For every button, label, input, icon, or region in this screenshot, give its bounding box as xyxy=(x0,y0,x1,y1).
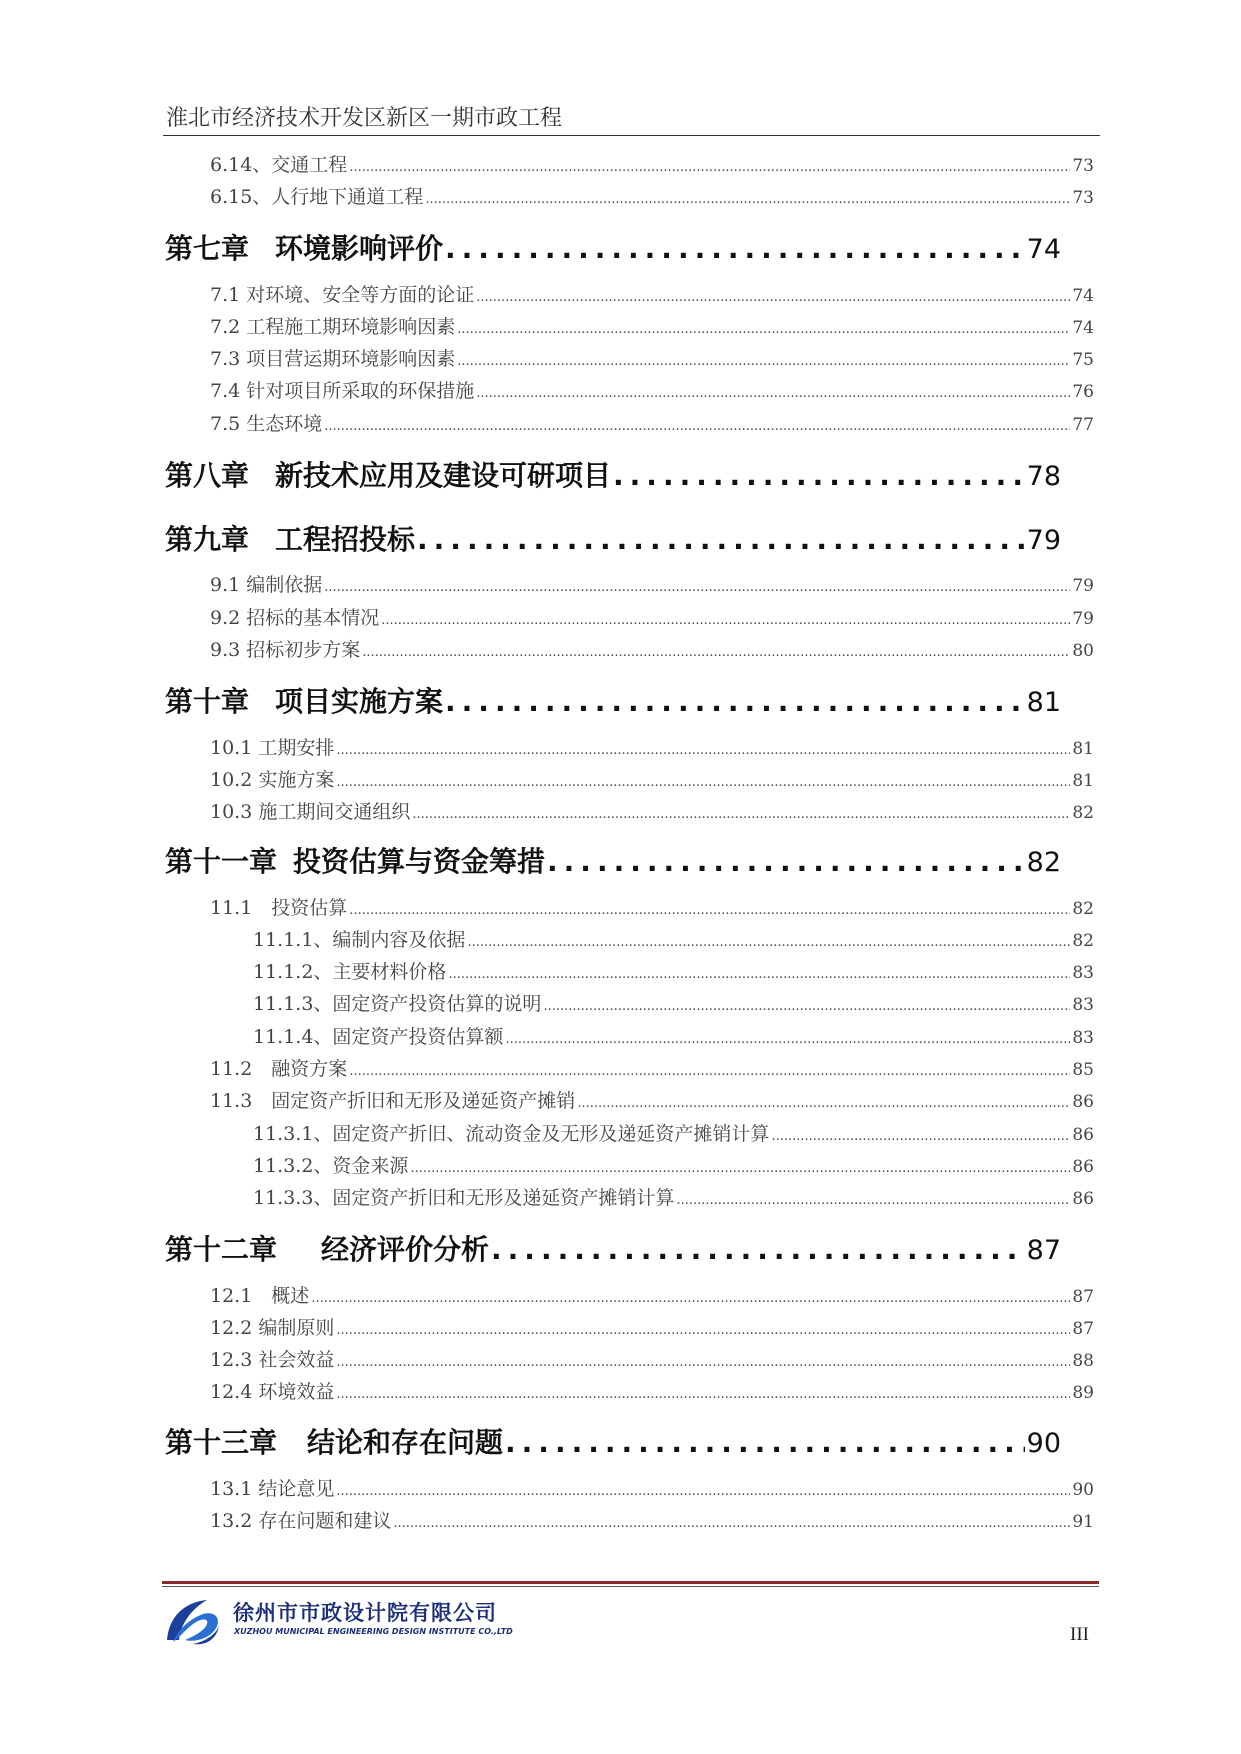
company-name-en: XUZHOU MUNICIPAL ENGINEERING DESIGN INSTITUTE CO.,LTD xyxy=(234,1627,513,1636)
toc-chapter-page: 78 xyxy=(1026,461,1061,492)
toc-entry-page: 86 xyxy=(1072,1092,1094,1112)
toc-chapter-page: 74 xyxy=(1026,234,1061,265)
toc-chapter-title: 环境影响评价 xyxy=(275,232,444,265)
toc-entry-label: 7.2 工程施工期环境影响因素 xyxy=(210,316,456,338)
toc-chapter-10[interactable] xyxy=(165,680,1061,720)
toc-entry-7-3[interactable] xyxy=(210,344,1094,370)
toc-entry-page: 89 xyxy=(1072,1383,1094,1403)
toc-entry-label: 10.2 实施方案 xyxy=(210,769,335,791)
toc-entry-page: 86 xyxy=(1072,1189,1094,1209)
toc-entry-page: 88 xyxy=(1072,1351,1094,1371)
toc-entry-page: 74 xyxy=(1072,286,1094,306)
toc-chapter-number: 第十一章 xyxy=(165,845,278,878)
toc-leader-dots xyxy=(311,1285,1070,1307)
toc-entry-label: 12.4 环境效益 xyxy=(210,1381,335,1403)
toc-entry-page: 83 xyxy=(1072,963,1094,983)
toc-chapter-page: 81 xyxy=(1026,687,1061,718)
toc-leader-dots xyxy=(491,1233,1025,1266)
toc-entry-label: 9.1 编制依据 xyxy=(210,574,323,596)
toc-leader-dots xyxy=(505,1026,1070,1048)
toc-entry-10-3[interactable] xyxy=(210,797,1094,823)
toc-entry-11-3[interactable] xyxy=(210,1086,1094,1112)
toc-entry-page: 73 xyxy=(1072,188,1094,208)
toc-chapter-number: 第九章 xyxy=(165,523,250,556)
toc-entry-label: 10.3 施工期间交通组织 xyxy=(210,801,411,823)
toc-entry-label: 11.3.1、固定资产折旧、流动资金及无形及递延资产摊销计算 xyxy=(253,1123,770,1145)
toc-leader-dots xyxy=(336,737,1070,759)
toc-leader-dots xyxy=(676,1187,1070,1209)
toc-entry-12-1[interactable] xyxy=(210,1281,1094,1307)
toc-leader-dots xyxy=(349,897,1070,919)
toc-chapter-8[interactable] xyxy=(165,454,1061,494)
toc-leader-dots xyxy=(543,993,1070,1015)
toc-entry-7-2[interactable] xyxy=(210,312,1094,338)
toc-entry-11-1-3[interactable] xyxy=(253,989,1094,1015)
toc-entry-label: 12.2 编制原则 xyxy=(210,1317,335,1339)
toc-entry-page: 91 xyxy=(1072,1512,1094,1532)
toc-leader-dots xyxy=(324,574,1070,596)
toc-entry-label: 13.1 结论意见 xyxy=(210,1478,335,1500)
toc-entry-page: 75 xyxy=(1072,350,1094,370)
toc-chapter-number: 第七章 xyxy=(165,232,250,265)
toc-chapter-page: 90 xyxy=(1026,1428,1061,1459)
toc-leader-dots xyxy=(476,284,1070,306)
toc-leader-dots xyxy=(467,929,1070,951)
toc-entry-label: 10.1 工期安排 xyxy=(210,737,335,759)
toc-chapter-number: 第十二章 xyxy=(165,1233,278,1266)
company-name-cn: 徐州市市政设计院有限公司 xyxy=(233,1601,497,1625)
toc-chapter-title: 结论和存在问题 xyxy=(307,1426,504,1459)
toc-leader-dots xyxy=(457,316,1070,338)
toc-leader-dots xyxy=(336,1349,1070,1371)
toc-entry-11-1-4[interactable] xyxy=(253,1022,1094,1048)
toc-entry-12-2[interactable] xyxy=(210,1313,1094,1339)
toc-entry-page: 82 xyxy=(1072,931,1094,951)
toc-entry-label: 11.3 固定资产折旧和无形及递延资产摊销 xyxy=(210,1090,576,1112)
toc-entry-label: 9.2 招标的基本情况 xyxy=(210,607,380,629)
toc-leader-dots xyxy=(457,348,1070,370)
toc-entry-label: 12.1 概述 xyxy=(210,1285,310,1307)
toc-chapter-number: 第八章 xyxy=(165,459,250,492)
toc-entry-label: 11.3.3、固定资产折旧和无形及递延资产摊销计算 xyxy=(253,1187,675,1209)
toc-entry-page: 76 xyxy=(1072,382,1094,402)
toc-entry-page: 85 xyxy=(1072,1060,1094,1080)
toc-leader-dots xyxy=(412,801,1070,823)
toc-leader-dots xyxy=(336,1317,1070,1339)
toc-leader-dots xyxy=(448,961,1070,983)
toc-entry-page: 87 xyxy=(1072,1287,1094,1307)
toc-chapter-title: 项目实施方案 xyxy=(275,685,444,718)
toc-entry-7-1[interactable] xyxy=(210,280,1094,306)
toc-leader-dots xyxy=(336,1381,1070,1403)
toc-leader-dots xyxy=(445,232,1025,265)
toc-chapter-number: 第十章 xyxy=(165,685,250,718)
toc-chapter-13[interactable] xyxy=(165,1421,1061,1461)
toc-entry-page: 81 xyxy=(1072,739,1094,759)
toc-entry-label: 7.1 对环境、安全等方面的论证 xyxy=(210,284,475,306)
toc-leader-dots xyxy=(476,380,1070,402)
toc-entry-label: 6.14、交通工程 xyxy=(210,154,348,176)
toc-entry-page: 86 xyxy=(1072,1125,1094,1145)
toc-entry-12-4[interactable] xyxy=(210,1377,1094,1403)
toc-chapter-title: 工程招投标 xyxy=(275,523,416,556)
toc-entry-label: 12.3 社会效益 xyxy=(210,1349,335,1371)
toc-entry-page: 87 xyxy=(1072,1319,1094,1339)
toc-leader-dots xyxy=(336,769,1070,791)
toc-chapter-page: 87 xyxy=(1026,1235,1061,1266)
toc-leader-dots xyxy=(445,685,1025,718)
toc-leader-dots xyxy=(505,1426,1025,1459)
toc-entry-label: 13.2 存在问题和建议 xyxy=(210,1510,392,1532)
toc-chapter-11[interactable] xyxy=(165,840,1061,880)
toc-entry-page: 77 xyxy=(1072,415,1094,435)
toc-entry-label: 7.3 项目营运期环境影响因素 xyxy=(210,348,456,370)
toc-entry-page: 86 xyxy=(1072,1157,1094,1177)
toc-entry-11-2[interactable] xyxy=(210,1054,1094,1080)
toc-entry-label: 11.1.2、主要材料价格 xyxy=(253,961,447,983)
toc-entry-page: 82 xyxy=(1072,803,1094,823)
toc-chapter-9[interactable] xyxy=(165,518,1061,558)
toc-entry-6-14[interactable] xyxy=(210,150,1094,176)
toc-entry-label: 6.15、人行地下通道工程 xyxy=(210,186,424,208)
toc-chapter-7[interactable] xyxy=(165,227,1061,267)
toc-entry-13-1[interactable] xyxy=(210,1474,1094,1500)
toc-entry-page: 83 xyxy=(1072,1028,1094,1048)
toc-leader-dots xyxy=(324,413,1070,435)
toc-entry-10-2[interactable] xyxy=(210,765,1094,791)
toc-entry-label: 11.1.1、编制内容及依据 xyxy=(253,929,466,951)
toc-chapter-12[interactable] xyxy=(165,1228,1061,1268)
toc-leader-dots xyxy=(613,459,1025,492)
toc-chapter-title: 投资估算与资金筹措 xyxy=(293,845,546,878)
toc-leader-dots xyxy=(425,186,1070,208)
toc-entry-label: 9.3 招标初步方案 xyxy=(210,639,361,661)
toc-entry-label: 11.2 融资方案 xyxy=(210,1058,348,1080)
toc-entry-9-2[interactable] xyxy=(210,603,1094,629)
toc-entry-13-2[interactable] xyxy=(210,1506,1094,1532)
toc-leader-dots xyxy=(381,607,1070,629)
toc-chapter-page: 82 xyxy=(1026,847,1061,878)
toc-leader-dots xyxy=(410,1155,1070,1177)
toc-entry-page: 74 xyxy=(1072,318,1094,338)
toc-entry-7-4[interactable] xyxy=(210,376,1094,402)
company-logo-icon xyxy=(163,1596,223,1648)
toc-entry-11-1[interactable] xyxy=(210,893,1094,919)
toc-entry-page: 73 xyxy=(1072,156,1094,176)
footer-rule-thick xyxy=(162,1581,1099,1584)
toc-entry-10-1[interactable] xyxy=(210,733,1094,759)
toc-entry-page: 79 xyxy=(1072,609,1094,629)
toc-leader-dots xyxy=(771,1123,1070,1145)
toc-entry-11-1-1[interactable] xyxy=(253,925,1094,951)
toc-leader-dots xyxy=(336,1478,1070,1500)
toc-entry-9-1[interactable] xyxy=(210,570,1094,596)
toc-entry-11-3-3[interactable] xyxy=(253,1183,1094,1209)
toc-entry-label: 11.1 投资估算 xyxy=(210,897,348,919)
toc-chapter-title: 经济评价分析 xyxy=(321,1233,490,1266)
toc-entry-11-1-2[interactable] xyxy=(253,957,1094,983)
toc-chapter-title: 新技术应用及建设可研项目 xyxy=(275,459,612,492)
toc-leader-dots xyxy=(547,845,1025,878)
toc-leader-dots xyxy=(349,1058,1070,1080)
toc-entry-page: 79 xyxy=(1072,576,1094,596)
toc-entry-page: 83 xyxy=(1072,995,1094,1015)
toc-chapter-page: 79 xyxy=(1026,525,1061,556)
toc-entry-11-3-2[interactable] xyxy=(253,1151,1094,1177)
page-number: III xyxy=(1070,1624,1089,1645)
toc-entry-page: 81 xyxy=(1072,771,1094,791)
toc-entry-page: 82 xyxy=(1072,899,1094,919)
toc-leader-dots xyxy=(393,1510,1070,1532)
toc-leader-dots xyxy=(362,639,1070,661)
toc-leader-dots xyxy=(349,154,1070,176)
toc-leader-dots xyxy=(577,1090,1070,1112)
toc-entry-11-3-1[interactable] xyxy=(253,1119,1094,1145)
toc-entry-label: 7.4 针对项目所采取的环保措施 xyxy=(210,380,475,402)
toc-entry-page: 80 xyxy=(1072,641,1094,661)
toc-entry-12-3[interactable] xyxy=(210,1345,1094,1371)
toc-entry-page: 90 xyxy=(1072,1480,1094,1500)
footer-rule-thin xyxy=(162,1586,1099,1587)
toc-chapter-number: 第十三章 xyxy=(165,1426,278,1459)
toc-entry-9-3[interactable] xyxy=(210,635,1094,661)
toc-entry-6-15[interactable] xyxy=(210,182,1094,208)
page-header-title: 淮北市经济技术开发区新区一期市政工程 xyxy=(166,106,563,131)
toc-entry-label: 11.3.2、资金来源 xyxy=(253,1155,409,1177)
toc-entry-7-5[interactable] xyxy=(210,409,1094,435)
toc-leader-dots xyxy=(417,523,1025,556)
toc-entry-label: 7.5 生态环境 xyxy=(210,413,323,435)
toc-entry-label: 11.1.3、固定资产投资估算的说明 xyxy=(253,993,542,1015)
toc-entry-label: 11.1.4、固定资产投资估算额 xyxy=(253,1026,504,1048)
